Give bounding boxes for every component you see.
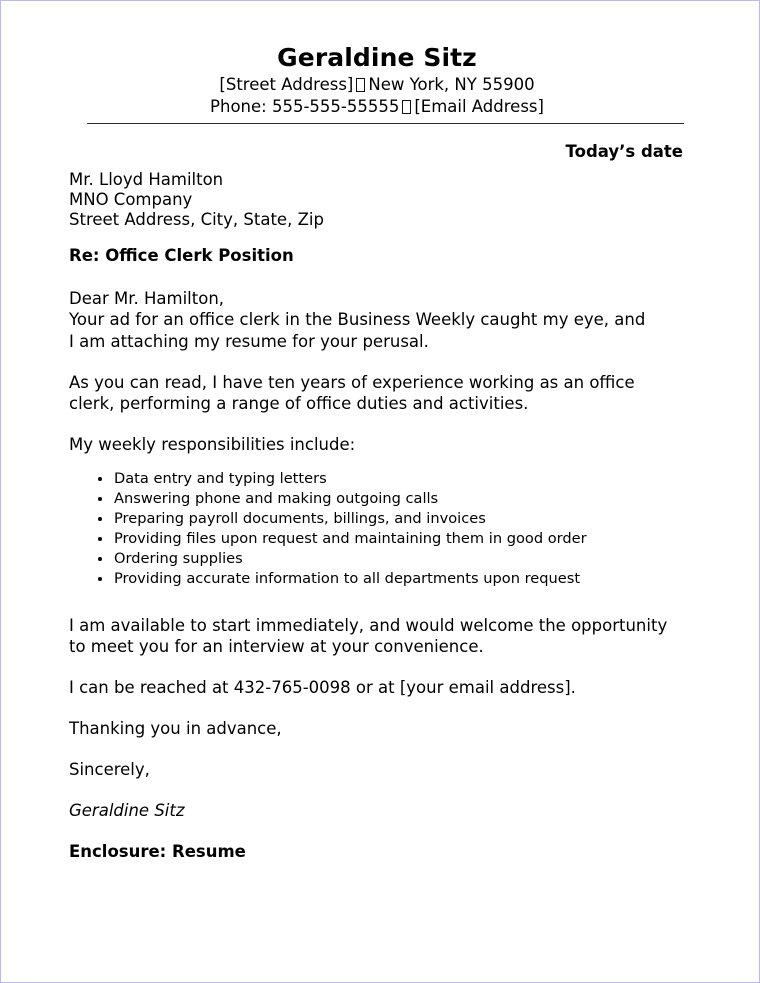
letterhead — [69, 1, 685, 124]
sender-address-line — [69, 74, 685, 96]
list-item — [69, 509, 685, 529]
bullet-icon — [98, 497, 102, 501]
sender-phone: Phone: 555-555-55555 — [210, 96, 400, 116]
list-item — [69, 549, 685, 569]
list-item-label: Data entry and typing letters — [114, 469, 327, 487]
list-item-label: Preparing payroll documents, billings, and invoices — [114, 510, 486, 528]
date-line: Today’s date — [565, 141, 683, 161]
bullet-icon — [98, 577, 102, 581]
separator-box-icon — [356, 78, 365, 92]
salutation: Dear Mr. Hamilton, — [69, 289, 225, 309]
list-item-label: Answering phone and making outgoing calls — [114, 490, 439, 508]
list-item — [69, 529, 685, 549]
paragraph-intro-line-1: Your ad for an office clerk in the Business Weekly caught my eye, and — [69, 310, 646, 330]
recipient-name: Mr. Lloyd Hamilton — [69, 169, 224, 189]
enclosure-note: Enclosure: Resume — [69, 842, 246, 862]
list-item-label: Providing files upon request and maintaining them in good order — [114, 530, 587, 548]
bullet-icon — [98, 537, 102, 541]
list-item-label: Providing accurate information to all departments upon request — [114, 570, 581, 588]
signature: Geraldine Sitz — [69, 801, 185, 821]
list-intro: My weekly responsibilities include: — [69, 434, 356, 454]
list-item — [69, 469, 685, 489]
paragraph-intro-line-2: I am attaching my resume for your perusal. — [69, 331, 429, 351]
closing-salutation: Sincerely, — [69, 760, 150, 780]
bullet-icon — [98, 477, 102, 481]
recipient-address: Street Address, City, State, Zip — [69, 210, 324, 230]
sender-city-state-zip: New York, NY 55900 — [368, 75, 535, 94]
paragraph-availability: I am available to start immediately, and would welcome the opportunity to meet you for an interview at your convenience. — [69, 615, 668, 656]
sender-name: Geraldine Sitz — [277, 43, 477, 72]
separator-box-icon — [402, 100, 411, 114]
recipient-company: MNO Company — [69, 189, 193, 209]
paragraph-intro — [69, 309, 679, 351]
letter-content — [69, 1, 685, 863]
sender-street-address: [Street Address] — [219, 75, 354, 94]
paragraph-thanks: Thanking you in advance, — [69, 719, 282, 739]
bullet-icon — [98, 517, 102, 521]
list-item-label: Ordering supplies — [114, 550, 243, 568]
list-item — [69, 489, 685, 509]
subject-line: Re: Office Clerk Position — [69, 245, 294, 265]
letterhead-divider — [87, 123, 684, 124]
responsibilities-list — [69, 469, 685, 589]
paragraph-contact: I can be reached at 432-765-0098 or at [your email address]. — [69, 677, 576, 697]
sender-contact-line — [69, 96, 685, 118]
paragraph-experience: As you can read, I have ten years of experience working as an office clerk, performing a range of office duties and activities. — [69, 372, 635, 413]
sender-email: [Email Address] — [414, 96, 544, 116]
list-item — [69, 569, 685, 589]
bullet-icon — [98, 557, 102, 561]
recipient-block — [69, 170, 685, 231]
